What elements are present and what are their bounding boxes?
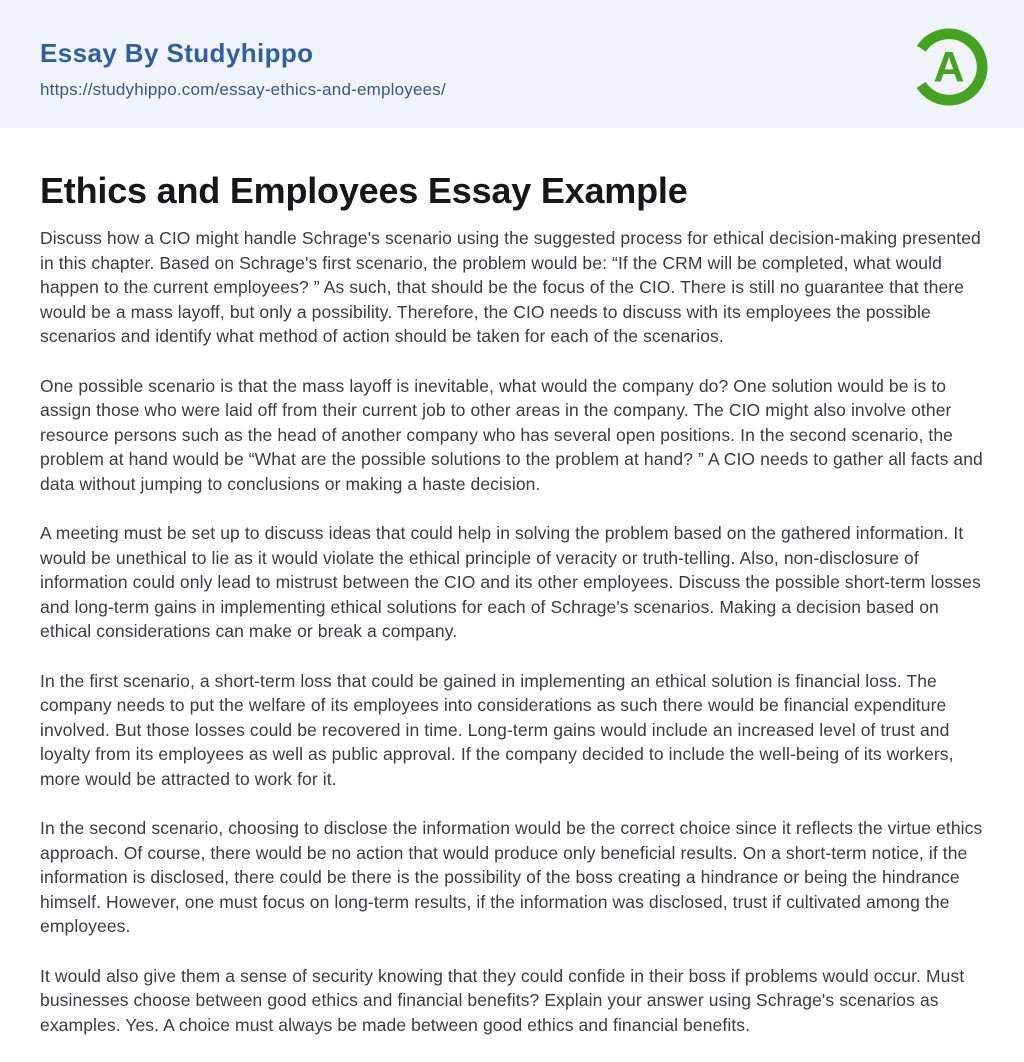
essay-paragraph: In the first scenario, a short-term loss that could be gained in implementing an ethical solution is financial loss. The company needs to put the welfare of its employees into considerations as such there would be financial expenditure involved. But those losses could be recovered in time. Long-term gains would include an increased level of trust and loyalty from its employees as well as public approval. If the company decided to include the well-being of its workers, more would be attracted to work for it. bbox=[40, 670, 954, 789]
essay-paragraph: One possible scenario is that the mass layoff is inevitable, what would the company do? One solution would be is to assign those who were laid off from their current job to other areas in the company. The CIO might also involve other resource persons such as the head of another company who has several open positions. In the second scenario, the problem at hand would be “What are the possible solutions to the problem at hand? ” A CIO needs to gather all facts and data without jumping to conclusions or making a haste decision. bbox=[40, 375, 983, 494]
essay-paragraph: A meeting must be set up to discuss ideas that could help in solving the problem based on the gathered information. It would be unethical to lie as it would violate the ethical principle of veracity or truth-telling. Also, non-disclosure of information could only lead to mistrust between the CIO and its other employees. Discuss the possible short-term losses and long-term gains in implementing ethical solutions for each of Schrage's scenarios. Making a decision based on ethical considerations can make or break a company. bbox=[40, 523, 981, 642]
essay-paragraph: In the second scenario, choosing to disclose the information would be the correct choice since it reflects the virtue ethics approach. Of course, there would be no action that would produce only beneficial results. On a short-term notice, if the information is disclosed, there could be there is the possibility of the boss creating a hindrance or being the hindrance himself. However, one must focus on long-term results, if the information was disclosed, trust if cultivated among the employees. bbox=[40, 818, 983, 937]
brand-title: Essay By Studyhippo bbox=[40, 38, 314, 68]
essay-paragraph: Discuss how a CIO might handle Schrage's scenario using the suggested process for ethical decision-making presented in this chapter. Based on Schrage's first scenario, the problem would be: “If the CRM will be completed, what would happen to the current employees? ” As such, that should be the focus of the CIO. There is still no guarantee that there would be a mass layoff, but only a possibility. Therefore, the CIO needs to discuss with its employees the possible scenarios and identify what method of action should be taken for each of the scenarios. bbox=[40, 228, 981, 347]
page-title: Ethics and Employees Essay Example bbox=[40, 170, 688, 211]
essay-article bbox=[0, 128, 1024, 1037]
logo-letter: A bbox=[933, 43, 965, 92]
studyhippo-logo-icon bbox=[910, 22, 988, 112]
essay-paragraph: It would also give them a sense of security knowing that they could confide in their boss if problems would occur. Must businesses choose between good ethics and financial benefits? Explain your answer using Schrage's scenarios as examples. Yes. A choice must always be made between good ethics and financial benefits. bbox=[40, 965, 965, 1035]
site-header bbox=[0, 0, 1024, 128]
source-url-link[interactable]: https://studyhippo.com/essay-ethics-and-employees/ bbox=[40, 80, 446, 99]
studyhippo-logo bbox=[910, 22, 988, 117]
brand-block bbox=[40, 38, 446, 100]
